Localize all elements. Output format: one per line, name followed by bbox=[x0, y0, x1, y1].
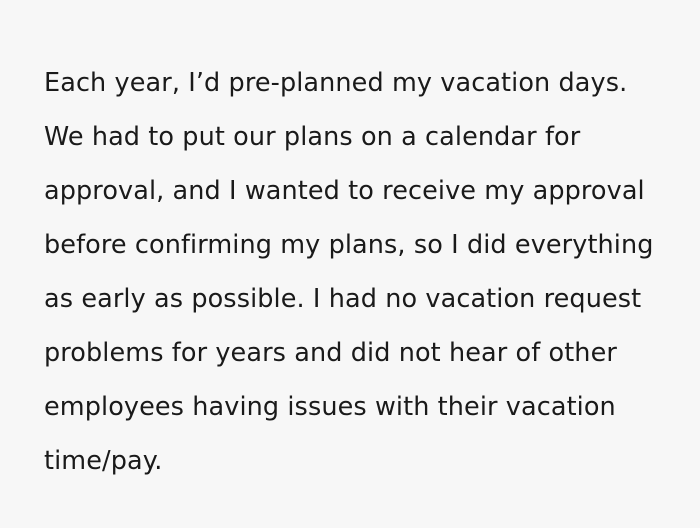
story-paragraph: Each year, I’d pre-planned my vacation days. We had to put our plans on a calendar for approval, and I wanted to receive my approval before confirming my plans, so I did everything as early as possible. I had no vacation request problems for years and did not hear of other employees having issues with their vacation time/pay. bbox=[44, 67, 662, 476]
